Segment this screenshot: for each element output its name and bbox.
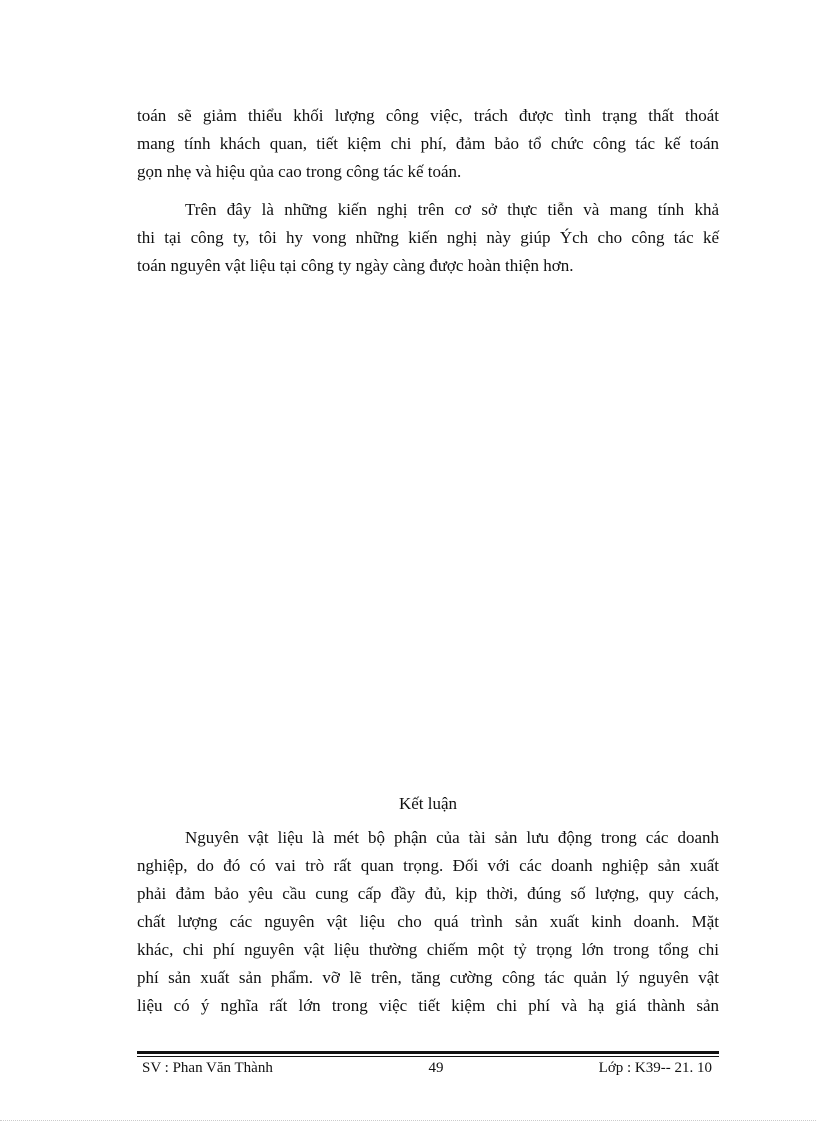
footer-divider-thick xyxy=(137,1051,719,1054)
text-line: khác, chi phí nguyên vật liệu thường chiếm một tỷ trọng lớn trong tổng chi xyxy=(137,940,719,959)
section-heading-conclusion: Kết luận xyxy=(398,794,458,813)
text-line: chất lượng các nguyên vật liệu cho quá trình sản xuất kinh doanh. Mặt xyxy=(137,912,719,931)
text-line: gọn nhẹ và hiệu qủa cao trong công tác kế toán. xyxy=(137,162,462,181)
page-bottom-edge xyxy=(0,1120,816,1121)
text-line: phí sản xuất sản phẩm. vỡ lẽ trên, tăng cường công tác quản lý nguyên vật xyxy=(137,968,719,987)
text-line: liệu có ý nghĩa rất lớn trong việc tiết kiệm chi phí và hạ giá thành sản xyxy=(137,996,719,1015)
text-line: Nguyên vật liệu là mét bộ phận của tài sản lưu động trong các doanh xyxy=(185,828,719,847)
text-line: phải đảm bảo yêu cầu cung cấp đầy đủ, kịp thời, đúng số lượng, quy cách, xyxy=(137,884,719,903)
text-line: mang tính khách quan, tiết kiệm chi phí, đảm bảo tổ chức công tác kế toán xyxy=(137,134,719,153)
text-line: toán sẽ giảm thiểu khối lượng công việc, trách được tình trạng thất thoát xyxy=(137,106,719,125)
footer-class: Lớp : K39-- 21. 10 xyxy=(598,1060,712,1076)
text-line: nghiệp, do đó có vai trò rất quan trọng. Đối với các doanh nghiệp sản xuất xyxy=(137,856,719,875)
text-line: thi tại công ty, tôi hy vong những kiến nghị này giúp Ých cho công tác kế xyxy=(137,228,719,247)
paragraph-closing-statement xyxy=(137,196,719,280)
footer-page-number: 49 xyxy=(428,1060,444,1076)
paragraph-conclusion xyxy=(137,824,719,1020)
footer-student-name: SV : Phan Văn Thành xyxy=(142,1060,273,1076)
text-line: Trên đây là những kiến nghị trên cơ sở thực tiễn và mang tính khả xyxy=(185,200,719,219)
text-line: toán nguyên vật liệu tại công ty ngày càng được hoàn thiện hơn. xyxy=(137,256,574,275)
paragraph-recommendation-end xyxy=(137,102,719,186)
